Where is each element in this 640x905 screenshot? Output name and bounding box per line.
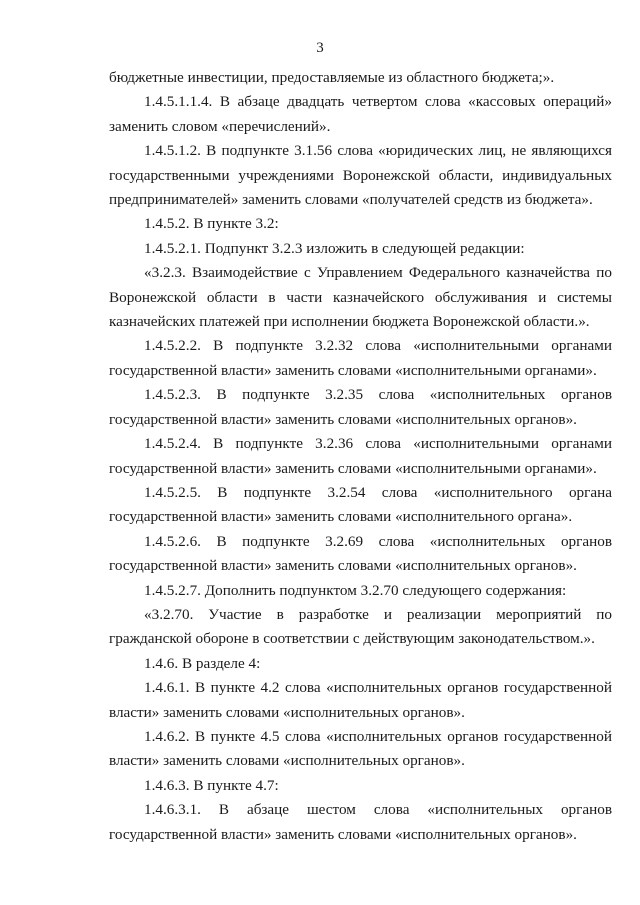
document-body: [109, 66, 612, 847]
paragraph: 1.4.5.1.2. В подпункте 3.1.56 слова «юридических лиц, не являющихся государственными учреждениями Воронежской области, индивидуальных предпринимателей» заменить словами «получателей средств из бюджета».: [109, 142, 612, 209]
paragraph: 1.4.5.2.2. В подпункте 3.2.32 слова «исполнительными органами государственной власти» заменить словами «исполнительными органами».: [109, 337, 612, 379]
paragraph: 1.4.5.1.1.4. В абзаце двадцать четвертом слова «кассовых операций» заменить словом «перечислений».: [109, 93, 612, 135]
paragraph: 1.4.5.2.5. В подпункте 3.2.54 слова «исполнительного органа государственной власти» заменить словами «исполнительного органа».: [109, 483, 612, 526]
paragraph: 1.4.5.2. В пункте 3.2:: [144, 215, 279, 233]
paragraph: 1.4.6.1. В пункте 4.2 слова «исполнительных органов государственной власти» заменить словами «исполнительных органов».: [109, 679, 612, 721]
paragraph: 1.4.5.2.7. Дополнить подпунктом 3.2.70 следующего содержания:: [144, 581, 567, 599]
paragraph: 1.4.5.2.1. Подпункт 3.2.3 изложить в следующей редакции:: [144, 239, 525, 257]
paragraph: 1.4.5.2.3. В подпункте 3.2.35 слова «исполнительных органов государственной власти» заменить словами «исполнительных органов».: [109, 386, 612, 428]
paragraph: 1.4.6.3.1. В абзаце шестом слова «исполнительных органов государственной власти» заменить словами «исполнительных органов».: [109, 801, 612, 843]
paragraph: «3.2.3. Взаимодействие с Управлением Федерального казначейства по Воронежской области в части казначейского обслуживания и системы казначейских платежей при исполнении бюджета Воронежской области.».: [109, 264, 612, 331]
paragraph: 1.4.5.2.6. В подпункте 3.2.69 слова «исполнительных органов государственной власти» заменить словами «исполнительных органов».: [109, 532, 612, 575]
paragraph: бюджетные инвестиции, предоставляемые из областного бюджета;».: [109, 69, 555, 86]
paragraph: 1.4.6.3. В пункте 4.7:: [144, 776, 279, 794]
paragraph: 1.4.6.2. В пункте 4.5 слова «исполнительных органов государственной власти» заменить словами «исполнительных органов».: [109, 727, 612, 770]
paragraph: 1.4.6. В разделе 4:: [144, 654, 261, 672]
paragraph: «3.2.70. Участие в разработке и реализации мероприятий по гражданской обороне в соответствии с действующим законодательством.».: [109, 605, 612, 648]
paragraph: 1.4.5.2.4. В подпункте 3.2.36 слова «исполнительными органами государственной власти» заменить словами «исполнительными органами».: [109, 435, 612, 477]
page-number: 3: [316, 40, 324, 56]
